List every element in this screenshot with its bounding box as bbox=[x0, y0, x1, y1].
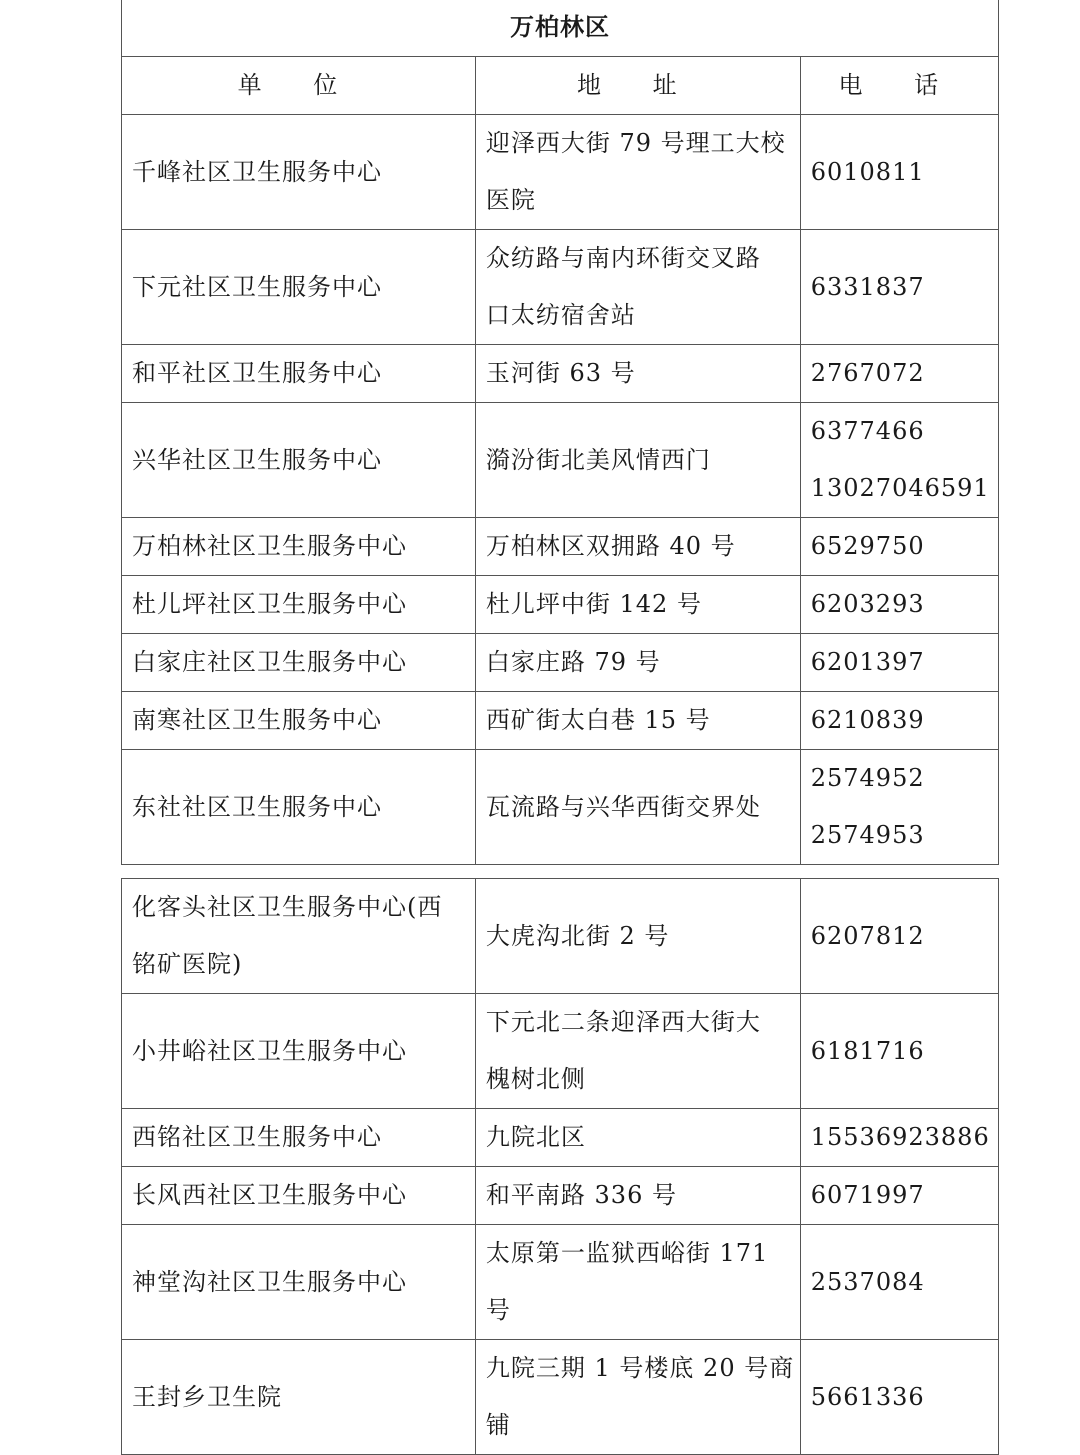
phone-text: 2537084 bbox=[810, 1267, 925, 1296]
unit-text: 万柏林社区卫生服务中心 bbox=[132, 532, 407, 560]
cell-unit bbox=[122, 115, 476, 230]
address-text: 口太纺宿舍站 bbox=[485, 301, 636, 329]
cell-address bbox=[475, 576, 800, 634]
address-text: 太原第一监狱西峪街 171 号 bbox=[485, 1239, 769, 1324]
cell-address bbox=[475, 994, 800, 1109]
cell-unit bbox=[122, 576, 476, 634]
address-text: 西矿街太白巷 15 号 bbox=[485, 706, 711, 734]
cell-unit bbox=[122, 879, 476, 994]
unit-text: 西铭社区卫生服务中心 bbox=[132, 1123, 382, 1151]
table-row bbox=[122, 750, 999, 865]
header-unit: 单 位 bbox=[122, 57, 476, 115]
unit-text: 王封乡卫生院 bbox=[132, 1382, 282, 1411]
cell-phone bbox=[800, 750, 998, 865]
unit-text: 和平社区卫生服务中心 bbox=[132, 359, 382, 387]
phone-text: 6331837 bbox=[810, 272, 925, 301]
cell-phone bbox=[800, 1109, 998, 1167]
cell-address bbox=[475, 115, 800, 230]
phone-text: 2767072 bbox=[810, 359, 925, 387]
address-text: 铺 bbox=[485, 1411, 511, 1439]
address-text: 玉河街 63 号 bbox=[485, 359, 636, 387]
address-text: 漪汾街北美风情西门 bbox=[485, 445, 711, 474]
cell-phone bbox=[800, 576, 998, 634]
header-phone: 电 话 bbox=[800, 57, 998, 115]
phone-text: 6181716 bbox=[810, 1036, 925, 1065]
table-row bbox=[122, 1225, 999, 1340]
cell-unit bbox=[122, 1225, 476, 1340]
cell-address bbox=[475, 230, 800, 345]
phone-text: 6201397 bbox=[810, 648, 925, 676]
address-text: 大虎沟北街 2 号 bbox=[485, 921, 670, 950]
unit-text: 下元社区卫生服务中心 bbox=[132, 272, 382, 301]
table-row bbox=[122, 994, 999, 1109]
phone-text: 6207812 bbox=[810, 921, 925, 950]
health-center-table-part1 bbox=[121, 0, 999, 865]
cell-address bbox=[475, 1109, 800, 1167]
address-text: 医院 bbox=[485, 186, 536, 214]
cell-unit bbox=[122, 345, 476, 403]
address-text: 下元北二条迎泽西大街大 bbox=[485, 1008, 761, 1036]
cell-address bbox=[475, 750, 800, 865]
unit-text: 长风西社区卫生服务中心 bbox=[132, 1181, 407, 1209]
cell-phone bbox=[800, 518, 998, 576]
address-text: 槐树北侧 bbox=[485, 1065, 586, 1093]
phone-text: 15536923886 bbox=[810, 1123, 990, 1151]
table-row bbox=[122, 879, 999, 994]
cell-address bbox=[475, 879, 800, 994]
cell-unit bbox=[122, 692, 476, 750]
cell-unit bbox=[122, 230, 476, 345]
phone-text: 6010811 bbox=[810, 157, 925, 186]
phone-text: 6377466 bbox=[810, 417, 925, 445]
unit-text: 杜儿坪社区卫生服务中心 bbox=[132, 590, 407, 618]
address-text: 九院三期 1 号楼底 20 号商 bbox=[485, 1354, 795, 1382]
address-text: 瓦流路与兴华西街交界处 bbox=[485, 792, 761, 821]
phone-text: 2574952 bbox=[810, 764, 925, 792]
cell-address bbox=[475, 692, 800, 750]
cell-phone bbox=[800, 634, 998, 692]
table-row bbox=[122, 576, 999, 634]
cell-phone bbox=[800, 403, 998, 518]
cell-phone bbox=[800, 345, 998, 403]
phone-text: 2574953 bbox=[810, 821, 925, 849]
cell-phone bbox=[800, 692, 998, 750]
table-row bbox=[122, 692, 999, 750]
unit-text: 铭矿医院) bbox=[132, 950, 243, 978]
health-center-table-part2 bbox=[121, 878, 999, 1455]
table-header-row bbox=[122, 57, 999, 115]
table-row bbox=[122, 1109, 999, 1167]
address-text: 白家庄路 79 号 bbox=[485, 648, 661, 676]
cell-unit bbox=[122, 750, 476, 865]
header-address: 地 址 bbox=[475, 57, 800, 115]
district-title: 万柏林区 bbox=[122, 0, 999, 57]
table-row bbox=[122, 345, 999, 403]
cell-unit bbox=[122, 994, 476, 1109]
address-text: 杜儿坪中街 142 号 bbox=[485, 590, 702, 618]
table-row bbox=[122, 518, 999, 576]
cell-unit bbox=[122, 1340, 476, 1455]
unit-text: 化客头社区卫生服务中心(西 bbox=[132, 893, 443, 921]
table-row bbox=[122, 1167, 999, 1225]
address-text: 九院北区 bbox=[485, 1123, 586, 1151]
unit-text: 兴华社区卫生服务中心 bbox=[132, 445, 382, 474]
cell-address bbox=[475, 403, 800, 518]
phone-text: 6071997 bbox=[810, 1181, 925, 1209]
cell-address bbox=[475, 1225, 800, 1340]
address-text: 万柏林区双拥路 40 号 bbox=[485, 532, 736, 560]
cell-phone bbox=[800, 115, 998, 230]
cell-phone bbox=[800, 1225, 998, 1340]
cell-unit bbox=[122, 518, 476, 576]
cell-address bbox=[475, 518, 800, 576]
cell-phone bbox=[800, 1167, 998, 1225]
cell-phone bbox=[800, 879, 998, 994]
cell-phone bbox=[800, 230, 998, 345]
phone-text: 13027046591 bbox=[810, 474, 990, 502]
phone-text: 6529750 bbox=[810, 532, 925, 560]
cell-unit bbox=[122, 634, 476, 692]
cell-address bbox=[475, 1340, 800, 1455]
cell-unit bbox=[122, 403, 476, 518]
unit-text: 千峰社区卫生服务中心 bbox=[132, 157, 382, 186]
address-text: 和平南路 336 号 bbox=[485, 1181, 677, 1209]
table-row bbox=[122, 403, 999, 518]
unit-text: 白家庄社区卫生服务中心 bbox=[132, 648, 407, 676]
unit-text: 东社社区卫生服务中心 bbox=[132, 792, 382, 821]
cell-unit bbox=[122, 1167, 476, 1225]
cell-address bbox=[475, 345, 800, 403]
unit-text: 神堂沟社区卫生服务中心 bbox=[132, 1267, 407, 1296]
table-row bbox=[122, 115, 999, 230]
address-text: 迎泽西大街 79 号理工大校 bbox=[485, 129, 786, 157]
cell-phone bbox=[800, 994, 998, 1109]
phone-text: 6210839 bbox=[810, 706, 925, 734]
cell-address bbox=[475, 1167, 800, 1225]
cell-phone bbox=[800, 1340, 998, 1455]
address-text: 众纺路与南内环街交叉路 bbox=[485, 244, 761, 272]
cell-address bbox=[475, 634, 800, 692]
cell-unit bbox=[122, 1109, 476, 1167]
phone-text: 6203293 bbox=[810, 590, 925, 618]
table-row bbox=[122, 634, 999, 692]
unit-text: 小井峪社区卫生服务中心 bbox=[132, 1036, 407, 1065]
unit-text: 南寒社区卫生服务中心 bbox=[132, 706, 382, 734]
table-row bbox=[122, 230, 999, 345]
table-row bbox=[122, 1340, 999, 1455]
phone-text: 5661336 bbox=[810, 1382, 925, 1411]
